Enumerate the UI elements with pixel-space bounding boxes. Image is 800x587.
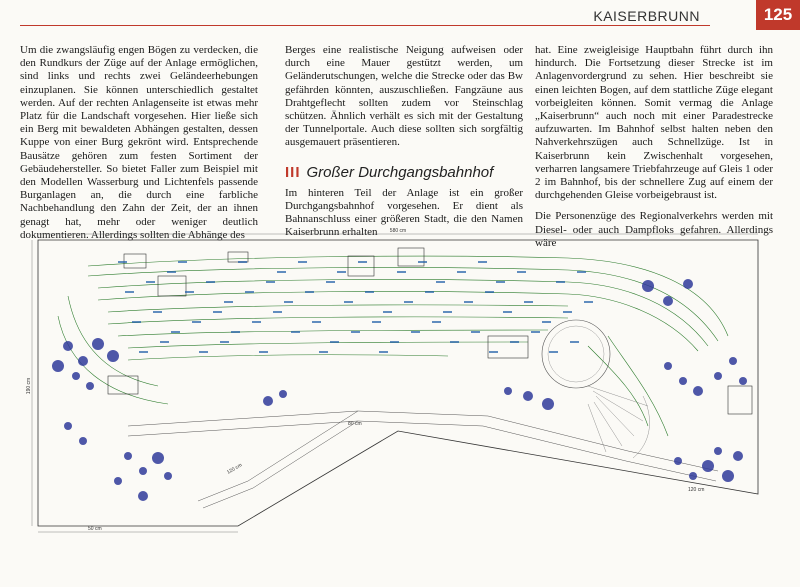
track-label-mark [418, 261, 427, 263]
track-label-mark [542, 321, 551, 323]
tree-icon [138, 491, 148, 501]
track-label-mark [365, 291, 374, 293]
track-label-mark [330, 341, 339, 343]
tree-icon [79, 437, 87, 445]
track-label-mark [570, 341, 579, 343]
track-label-mark [319, 351, 328, 353]
dim-label-top: 580 cm [389, 228, 407, 234]
track-label-mark [503, 311, 512, 313]
tree-icon [152, 452, 164, 464]
paragraph: Berges eine realistische Neigung aufweisen oder durch eine Mauer gestützt werden, um Geländerutschungen, welche die Strecke oder das Bw gefährden könnten, auszuschließen. Fangzäune aus Drahtgeflecht sollten zudem vor Steinschlag schützen. Ähnlich verhält es sich mit der Gestaltung der Tunnelportale. Auch diese sollten sich sorgfältig ausgemauert präsentieren. [285, 44, 523, 149]
track-label-mark [485, 291, 494, 293]
track-label-mark [390, 341, 399, 343]
tree-icon [664, 362, 672, 370]
tree-icon [729, 357, 737, 365]
track-label-mark [284, 301, 293, 303]
track-label-mark [344, 301, 353, 303]
paragraph: Um die zwangsläufig engen Bögen zu verdecken, die den Rundkurs der Züge auf der Anlage ermöglichen, sind links und rechts zwei Geländeerhebungen einzuplanen. Sie können unterschiedlich gestaltet werden. Auf der rechten Anlagenseite ist etwas mehr Platz für die Landschaft vorgesehen. Hier ließe sich ein Berg mit bewaldeten Abhängen gestalten, dessen Kuppe von einer Burg gekrönt wird. Entsprechende Bausätze gehören zum festen Sortiment der Gebäudehersteller. So bietet Faller zum Beispiel mit den Modellen Wasserburg und Lichtenfels passende Burganlagen an, die durch eine farbliche Nachbehandlung den Zahn der Zeit, der an ihnen genagt hat, mehr oder weniger deutlich dokumentieren. Allerdings sollten die Abhänge des [20, 44, 258, 241]
track-label-mark [199, 351, 208, 353]
track-label-mark [277, 271, 286, 273]
subheading [285, 163, 523, 181]
tree-icon [124, 452, 132, 460]
tree-icon [523, 391, 533, 401]
tree-icon [52, 360, 64, 372]
track-label-mark [213, 311, 222, 313]
tree-icon [139, 467, 147, 475]
page-number: 125 [756, 0, 800, 30]
track-label-mark [192, 321, 201, 323]
track-plan [28, 226, 768, 578]
track-plan-drawing [28, 226, 768, 578]
turntable [542, 320, 610, 388]
track-label-mark [160, 341, 169, 343]
track-label-mark [478, 261, 487, 263]
tree-icon [679, 377, 687, 385]
track-label-mark [471, 331, 480, 333]
tree-icon [722, 470, 734, 482]
tree-icon [92, 338, 104, 350]
track-label-mark [457, 271, 466, 273]
track-label-mark [224, 301, 233, 303]
track-label-mark [312, 321, 321, 323]
tree-icon [702, 460, 714, 472]
tree-icon [504, 387, 512, 395]
header-rule [20, 25, 710, 26]
track-label-mark [118, 261, 127, 263]
track-label-mark [273, 311, 282, 313]
tree-icon [693, 386, 703, 396]
subheading-bars: III [285, 163, 301, 181]
tree-icon [64, 422, 72, 430]
track-label-mark [139, 351, 148, 353]
tree-icon [674, 457, 682, 465]
track-label-mark [298, 261, 307, 263]
tree-icon [63, 341, 73, 351]
track-label-mark [563, 311, 572, 313]
station-tracks [58, 256, 728, 436]
track-label-mark [178, 261, 187, 263]
track-label-mark [185, 291, 194, 293]
track-label-mark [496, 281, 505, 283]
tree-icon [689, 472, 697, 480]
tree-icon [733, 451, 743, 461]
track-label-mark [397, 271, 406, 273]
dim-label-diag: 120 cm [226, 462, 244, 476]
page-header [0, 0, 800, 30]
track-label-mark [383, 311, 392, 313]
tree-icon [279, 390, 287, 398]
tree-icon [78, 356, 88, 366]
track-label-mark [231, 331, 240, 333]
track-label-mark [372, 321, 381, 323]
track-label-mark [443, 311, 452, 313]
track-label-mark [556, 281, 565, 283]
track-label-mark [153, 311, 162, 313]
track-label-mark [432, 321, 441, 323]
track-label-mark [531, 331, 540, 333]
track-label-mark [404, 301, 413, 303]
track-label-mark [584, 301, 593, 303]
track-label-mark [259, 351, 268, 353]
dim-label-mid: 80 cm [348, 421, 362, 427]
tree-icon [107, 350, 119, 362]
track-label-mark [337, 271, 346, 273]
track-label-mark [291, 331, 300, 333]
track-label-mark [220, 341, 229, 343]
track-label-mark [379, 351, 388, 353]
track-label-mark [577, 271, 586, 273]
roundhouse-stalls [588, 386, 650, 458]
track-label-mark [245, 291, 254, 293]
tree-icon [739, 377, 747, 385]
dim-label-bottom-right: 120 cm [688, 487, 705, 493]
tree-icon [72, 372, 80, 380]
paragraph: Die Personenzüge des Regionalverkehrs werden mit Diesel- oder auch Dampfloks gefahren. Allerdings wäre [535, 210, 773, 249]
paragraph: hat. Eine zweigleisige Hauptbahn führt durch ihn hindurch. Die Fortsetzung dieser Strecke ist im Anlagenvordergrund zu sehen. Hier beschreibt sie einen leichten Bogen, auf dem stattliche Züge elegant vorbeigleiten können. Somit vermag die Anlage „Kaiserbrunn“ auch noch mit einer Paradestrecke aufzuwarten. Im Bahnhof selbst halten neben den Nahverkehrszügen auch Schnellzüge. Ist in Kaiserbrunn kein Zwischenhalt vorgesehen, verharren langsamere Triebfahrzeuge auf Gleis 1 oder 2 im Bahnhof, bis der schnellere Zug auf einem der durchgehenden Gleise vorbeigebraust ist. [535, 44, 773, 202]
tree-icon [714, 372, 722, 380]
tree-icon [714, 447, 722, 455]
tree-icon [86, 382, 94, 390]
track-label-mark [411, 331, 420, 333]
dim-label-left: 190 cm [26, 377, 32, 395]
track-label-mark [238, 261, 247, 263]
front-main-line [128, 411, 718, 508]
track-label-mark [358, 261, 367, 263]
track-label-mark [305, 291, 314, 293]
track-label-mark [326, 281, 335, 283]
tree-icon [642, 280, 654, 292]
text-column-1 [20, 44, 258, 250]
subheading-text: Großer Durchgangsbahnhof [306, 163, 494, 181]
track-label-mark [436, 281, 445, 283]
track-label-mark [266, 281, 275, 283]
track-label-mark [517, 271, 526, 273]
track-label-mark [252, 321, 261, 323]
track-label-mark [351, 331, 360, 333]
track-label-mark [425, 291, 434, 293]
track-label-mark [171, 331, 180, 333]
dim-label-bottom-left: 50 cm [88, 526, 102, 532]
track-label-mark [549, 351, 558, 353]
tree-icon [683, 279, 693, 289]
tree-icon [542, 398, 554, 410]
tree-icon [164, 472, 172, 480]
track-label-mark [146, 281, 155, 283]
section-title: KAISERBRUNN [593, 8, 700, 24]
track-label-mark [206, 281, 215, 283]
track-labels [118, 261, 593, 353]
track-label-mark [125, 291, 134, 293]
track-label-mark [489, 351, 498, 353]
tree-icon [263, 396, 273, 406]
tree-icon [663, 296, 673, 306]
tree-icon [114, 477, 122, 485]
track-label-mark [464, 301, 473, 303]
paragraph: Im hinteren Teil der Anlage ist ein großer Durchgangsbahnhof vorgesehen. Er dient als Bahnanschluss einer größeren Stadt, die den Namen Kaiserbrunn erhalten [285, 186, 523, 239]
track-label-mark [450, 341, 459, 343]
track-label-mark [167, 271, 176, 273]
text-column-2 [285, 44, 523, 248]
track-label-mark [510, 341, 519, 343]
track-label-mark [524, 301, 533, 303]
track-label-mark [132, 321, 141, 323]
